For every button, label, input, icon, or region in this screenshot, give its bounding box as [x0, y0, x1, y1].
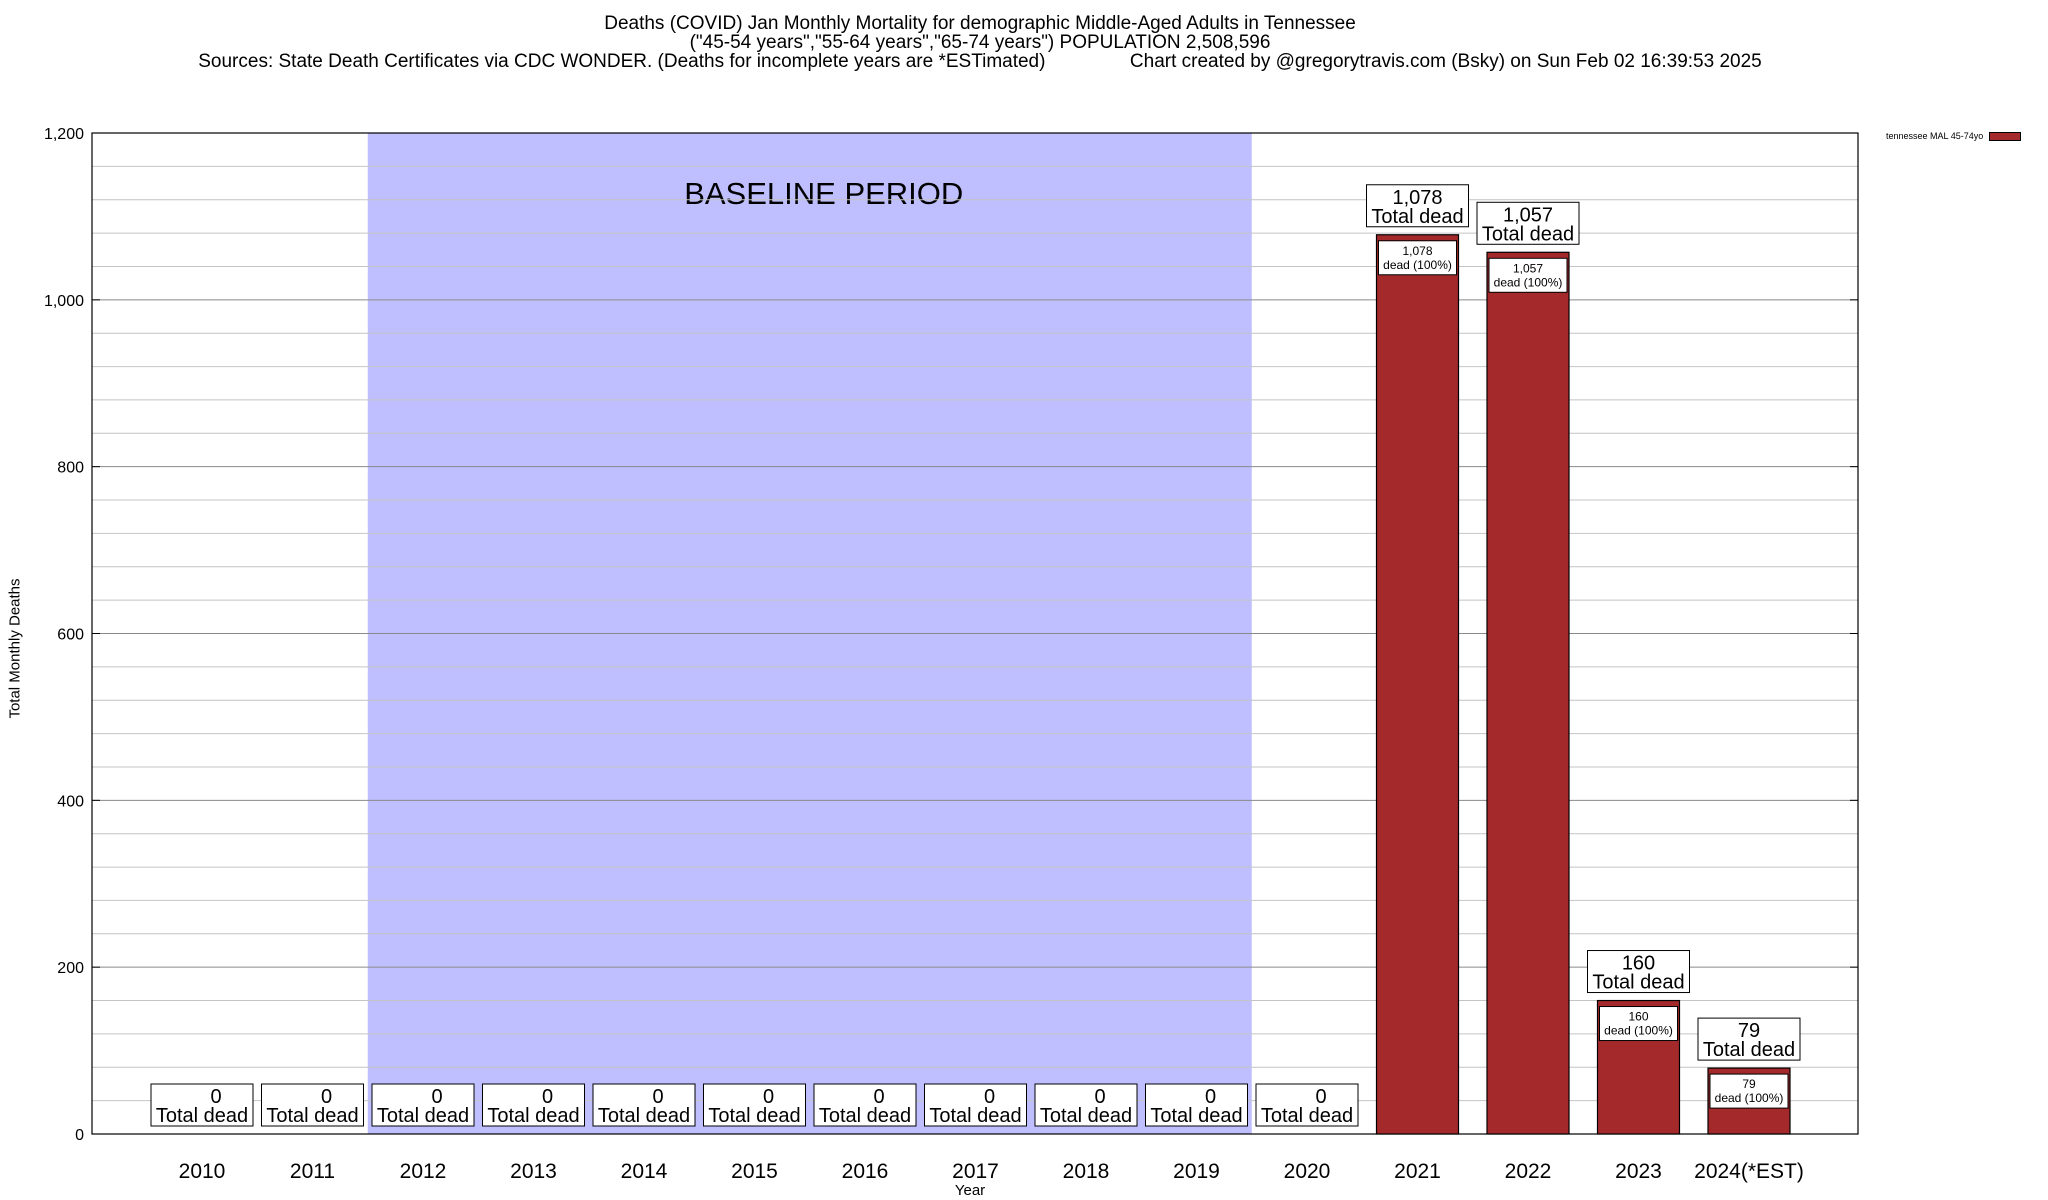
total-value-label: 0 [1204, 1086, 1217, 1108]
bar [1377, 235, 1459, 1134]
total-value-label: 0 [1094, 1086, 1106, 1108]
total-value-label: 1,078 [1392, 186, 1443, 209]
total-dead-label: Total dead [266, 1105, 359, 1127]
x-tick-label: 2015 [731, 1160, 778, 1183]
legend [1886, 131, 2021, 141]
legend-swatch [1989, 132, 2021, 141]
total-value-label: 160 [1621, 952, 1656, 975]
x-tick-label: 2018 [1062, 1160, 1110, 1183]
x-tick-label: 2011 [289, 1160, 336, 1183]
bar-inner-value: 1,057 [1512, 261, 1544, 276]
x-tick-label: 2014 [620, 1160, 668, 1183]
y-tick-label: 800 [57, 459, 84, 477]
total-value-label: 1,057 [1502, 204, 1554, 227]
chart-subtitle: ("45-54 years","55-64 years","65-74 years") POPULATION 2,508,596 [689, 32, 1271, 53]
total-value-label: 0 [983, 1086, 996, 1108]
total-dead-label: Total dead [818, 1105, 912, 1127]
x-tick-label: 2013 [510, 1160, 557, 1183]
total-dead-label: Total dead [929, 1105, 1022, 1127]
total-value-label: 0 [210, 1086, 222, 1108]
total-value-label: 0 [762, 1086, 775, 1108]
x-tick-label: 2016 [841, 1160, 889, 1183]
y-tick-label: 1,200 [43, 126, 84, 143]
bar-inner-percent: dead (100%) [1714, 1091, 1784, 1106]
x-tick-label: 2020 [1283, 1160, 1331, 1183]
total-value-label: 0 [873, 1086, 885, 1108]
total-dead-label: Total dead [155, 1105, 249, 1127]
x-tick-label: 2023 [1615, 1160, 1662, 1183]
total-value-label: 0 [652, 1086, 664, 1108]
chart-title: Deaths (COVID) Jan Monthly Mortality for demographic Middle-Aged Adults in Tennessee [604, 13, 1356, 34]
baseline-period-label: BASELINE PERIOD [684, 176, 964, 211]
total-dead-label: Total dead [597, 1105, 691, 1127]
y-tick-label: 400 [57, 793, 84, 811]
x-tick-label: 2021 [1394, 1160, 1441, 1183]
total-dead-label: Total dead [487, 1105, 580, 1127]
x-axis-label: Year [954, 1182, 986, 1199]
bar-inner-percent: dead (100%) [1493, 275, 1563, 290]
total-dead-label: Total dead [1260, 1105, 1354, 1127]
total-value-label: 0 [431, 1086, 443, 1108]
total-value-label: 0 [541, 1086, 554, 1108]
bar-inner-value: 160 [1628, 1009, 1649, 1024]
total-dead-label: Total dead [1592, 971, 1685, 994]
total-dead-label: Total dead [376, 1105, 470, 1127]
bar-inner-percent: dead (100%) [1383, 257, 1452, 272]
bar [1487, 252, 1569, 1134]
y-tick-label: 0 [75, 1127, 84, 1144]
bar-inner-value: 1,078 [1402, 243, 1433, 258]
total-dead-label: Total dead [708, 1105, 801, 1127]
y-tick-label: 600 [57, 626, 84, 644]
total-dead-label: Total dead [1039, 1105, 1133, 1127]
x-tick-label: 2017 [952, 1160, 999, 1183]
y-tick-label: 200 [57, 960, 84, 978]
total-dead-label: Total dead [1481, 223, 1575, 246]
x-tick-label: 2024(*EST) [1694, 1160, 1804, 1183]
total-value-label: 79 [1737, 1020, 1761, 1043]
x-tick-label: 2019 [1173, 1160, 1220, 1183]
total-value-label: 0 [320, 1086, 333, 1108]
x-tick-label: 2022 [1504, 1160, 1552, 1183]
y-axis-label: Total Monthly Deaths [6, 578, 24, 719]
x-tick-label: 2012 [399, 1160, 447, 1183]
x-tick-label: 2010 [178, 1160, 226, 1183]
legend-label: tennessee MAL 45-74yo [1886, 131, 1984, 141]
total-dead-label: Total dead [1702, 1039, 1796, 1062]
chart-source-line: Sources: State Death Certificates via CDC WONDER. (Deaths for incomplete years are *ESTimated) Chart created by @gregorytravis.com (Bsky) on Sun Feb 02 16:39:53 2025 [198, 51, 1762, 72]
total-dead-label: Total dead [1150, 1105, 1243, 1127]
total-value-label: 0 [1315, 1086, 1327, 1108]
y-tick-label: 1,000 [43, 292, 84, 310]
bar-inner-percent: dead (100%) [1604, 1023, 1673, 1038]
bar-inner-value: 79 [1742, 1077, 1756, 1092]
total-dead-label: Total dead [1371, 205, 1464, 228]
